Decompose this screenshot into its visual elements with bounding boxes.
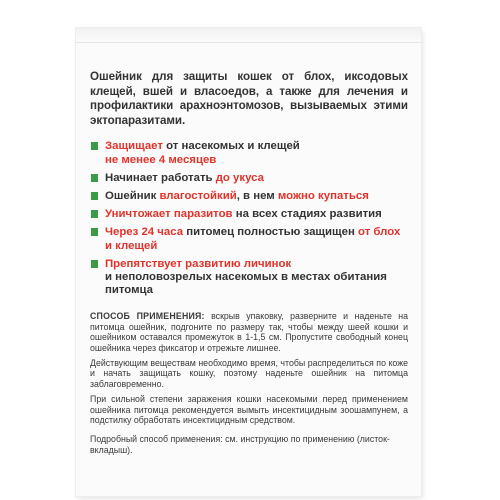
benefit-text: и неполовозрелых насекомых в местах обитания питомца [105, 271, 387, 297]
benefit-item [90, 190, 408, 203]
benefit-item [90, 258, 408, 298]
intro-text: Ошейник для защиты кошек от блох, иксодовых клещей, вшей и власоедов, а также для лечения и профилактики арахноэнтомозов, вызываемых этими эктопаразитами. [90, 70, 408, 127]
benefit-text: , в нем [236, 189, 278, 202]
green-square-bullet-icon [91, 210, 98, 218]
benefit-highlight: можно купаться [277, 189, 369, 202]
benefit-highlight: Через 24 часа [105, 226, 184, 239]
green-square-bullet-icon [91, 228, 98, 236]
benefits-list [90, 140, 408, 297]
benefit-text: на всех стадиях развития [232, 208, 382, 221]
usage-instructions [90, 311, 408, 455]
benefit-text: питомец полностью защищен [183, 226, 359, 239]
green-square-bullet-icon [91, 260, 98, 268]
benefit-highlight: Препятствует развитию личинок [105, 257, 292, 270]
benefit-highlight: Защищает [105, 140, 163, 153]
benefit-item [90, 140, 408, 166]
green-square-bullet-icon [91, 192, 98, 200]
benefit-item [90, 172, 408, 185]
benefit-highlight: Уничтожает паразитов [105, 208, 233, 221]
benefit-text: Ошейник [105, 189, 160, 202]
benefit-text: от насекомых и клещей [162, 140, 300, 153]
product-box-back [76, 28, 421, 496]
usage-text: вскрыв упаковку, разверните и наденьте на питомца ошейник, подгоните по размеру так, чтобы между шеей кошки и ошейником оставался промежуток в 1-1,5 см. Пропустите свободный конец ошейника через фиксатор и отрежьте лишнее. [90, 311, 409, 353]
box-content [90, 70, 408, 460]
benefit-highlight: влагостойкий [159, 189, 237, 202]
benefit-highlight: до укуса [215, 171, 264, 184]
usage-note: Подробный способ применения: см. инструкцию по применению (листок-вкладыш). [90, 434, 390, 455]
benefit-text: Начинает работать [105, 171, 216, 184]
usage-paragraph: При сильной степени заражения кошки насекомыми перед применением ошейника питомца рекомендуется вымыть инсектицидным зоошампунем, а подстилку обработать инсектицидным средством. [90, 394, 408, 426]
green-square-bullet-icon [91, 174, 98, 182]
benefit-highlight: не менее 4 месяцев [105, 153, 217, 166]
usage-paragraph: Действующим веществам необходимо время, чтобы распределиться по коже и начать защищать кошку, поэтому наденьте ошейник на питомца заблаговременно. [90, 358, 408, 389]
box-top-flap [76, 28, 421, 43]
benefit-item [90, 226, 408, 252]
usage-paragraph [90, 311, 408, 353]
benefit-item [90, 208, 408, 221]
usage-title: СПОСОБ ПРИМЕНЕНИЯ: [90, 311, 205, 322]
green-square-bullet-icon [91, 142, 98, 150]
benefit-highlight: от блох и клещей [105, 226, 401, 252]
